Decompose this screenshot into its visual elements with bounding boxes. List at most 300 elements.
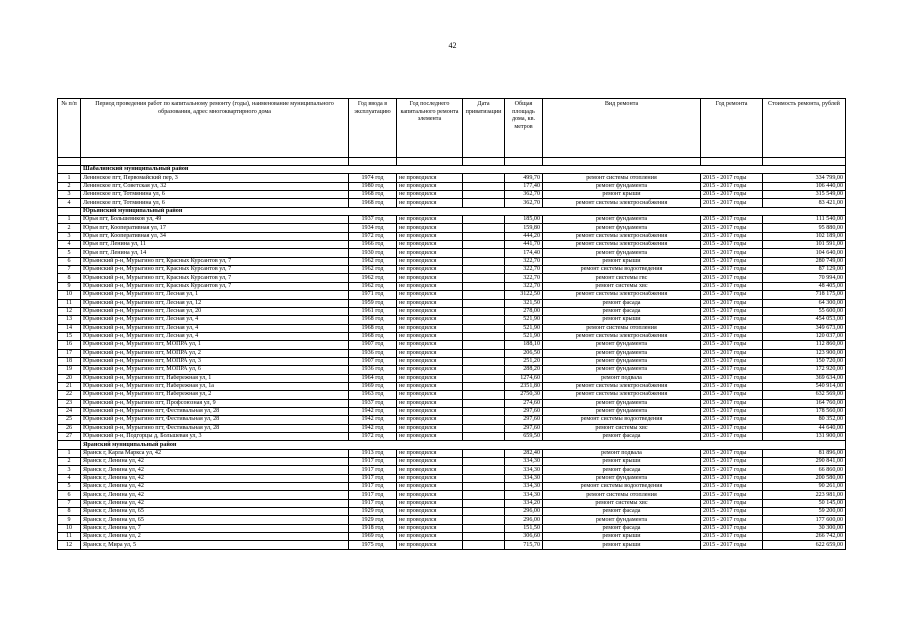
- repair-year: 2015 - 2017 годы: [701, 249, 763, 257]
- privatization-date: [463, 266, 505, 274]
- privatization-date: [463, 332, 505, 340]
- cost: 83 421,00: [763, 199, 846, 207]
- repair-type: ремонт системы электроснабжения: [543, 232, 701, 240]
- row-number: 4: [58, 241, 81, 249]
- cost: 106 440,00: [763, 182, 846, 190]
- table-row: [58, 516, 846, 524]
- repair-year: 2015 - 2017 годы: [701, 382, 763, 390]
- row-number: 8: [58, 274, 81, 282]
- address: Юрьянский р-н, Мурыгино пгт, Набережная ул, 2: [81, 391, 349, 399]
- table-row: [58, 241, 846, 249]
- repair-year: 2015 - 2017 годы: [701, 357, 763, 365]
- cost: 315 549,00: [763, 191, 846, 199]
- row-number: 8: [58, 508, 81, 516]
- cost: 81 896,00: [763, 449, 846, 457]
- table-row: [58, 224, 846, 232]
- address: Юрьянский р-н, Мурыгино пгт, МОПРА ул, 6: [81, 366, 349, 374]
- table-row: [58, 174, 846, 182]
- last-repair: не проводился: [397, 424, 463, 432]
- year-built: 1929 год: [349, 508, 397, 516]
- cost: 223 981,00: [763, 491, 846, 499]
- repair-type: ремонт крыши: [543, 533, 701, 541]
- last-repair: не проводился: [397, 458, 463, 466]
- repair-year: 2015 - 2017 годы: [701, 324, 763, 332]
- area: 2351,80: [505, 382, 543, 390]
- area: 334,30: [505, 491, 543, 499]
- year-built: 1917 год: [349, 458, 397, 466]
- area: 362,70: [505, 199, 543, 207]
- repair-year: 2015 - 2017 годы: [701, 449, 763, 457]
- repair-type: ремонт системы водоотведения: [543, 266, 701, 274]
- privatization-date: [463, 274, 505, 282]
- cost: 44 640,00: [763, 424, 846, 432]
- table-row: [58, 191, 846, 199]
- area: 188,10: [505, 341, 543, 349]
- table-row: [58, 299, 846, 307]
- cost: 540 914,00: [763, 382, 846, 390]
- cost: 290 841,00: [763, 458, 846, 466]
- spacer-cell: [463, 158, 505, 166]
- repair-type: ремонт фасада: [543, 508, 701, 516]
- row-number: 3: [58, 232, 81, 240]
- row-number: 11: [58, 533, 81, 541]
- row-number: 13: [58, 316, 81, 324]
- privatization-date: [463, 182, 505, 190]
- area: 288,20: [505, 366, 543, 374]
- header-privatization: Дата приватизации: [463, 99, 505, 158]
- repair-year: 2015 - 2017 годы: [701, 508, 763, 516]
- last-repair: не проводился: [397, 182, 463, 190]
- repair-type: ремонт фундамента: [543, 349, 701, 357]
- row-number: 19: [58, 366, 81, 374]
- privatization-date: [463, 424, 505, 432]
- row-number: 9: [58, 282, 81, 290]
- table-row: [58, 307, 846, 315]
- repair-type: ремонт системы гвс: [543, 274, 701, 282]
- table-row: [58, 524, 846, 532]
- repair-type: ремонт системы отопления: [543, 491, 701, 499]
- year-built: 1942 год: [349, 416, 397, 424]
- privatization-date: [463, 174, 505, 182]
- area: 362,70: [505, 191, 543, 199]
- table-row: [58, 399, 846, 407]
- cost: 718 175,00: [763, 291, 846, 299]
- address: Яранск г, Ленина ул, 42: [81, 491, 349, 499]
- header-cost: Стоимость ремонта, рублей: [763, 99, 846, 158]
- cost: 120 037,00: [763, 332, 846, 340]
- spacer-row: [58, 158, 846, 166]
- year-built: 1917 год: [349, 466, 397, 474]
- last-repair: не проводился: [397, 474, 463, 482]
- address: Юрьянский р-н, Мурыгино пгт, Лесная ул, 4: [81, 316, 349, 324]
- repair-year: 2015 - 2017 годы: [701, 274, 763, 282]
- area: 521,90: [505, 316, 543, 324]
- cost: 102 189,00: [763, 232, 846, 240]
- privatization-date: [463, 458, 505, 466]
- repair-type: ремонт фундамента: [543, 224, 701, 232]
- privatization-date: [463, 407, 505, 415]
- cost: 123 900,00: [763, 349, 846, 357]
- last-repair: не проводился: [397, 382, 463, 390]
- repair-type: ремонт фундамента: [543, 182, 701, 190]
- section-row: [58, 166, 846, 174]
- table-row: [58, 382, 846, 390]
- address: Юрья пгт, Ленина ул, 11: [81, 241, 349, 249]
- repair-type: ремонт системы электроснабжения: [543, 382, 701, 390]
- address: Яранск г, Карла Маркса ул, 42: [81, 449, 349, 457]
- privatization-date: [463, 307, 505, 315]
- row-number: 2: [58, 458, 81, 466]
- cost: 200 580,00: [763, 474, 846, 482]
- address: Юрьянский р-н, Мурыгино пгт, Лесная ул, 12: [81, 299, 349, 307]
- repair-year: 2015 - 2017 годы: [701, 332, 763, 340]
- page-number: 42: [448, 41, 457, 50]
- spacer-cell: [701, 158, 763, 166]
- area: 296,00: [505, 516, 543, 524]
- year-built: 1934 год: [349, 224, 397, 232]
- year-built: 1917 год: [349, 491, 397, 499]
- year-built: 1930 год: [349, 249, 397, 257]
- table-row: [58, 533, 846, 541]
- year-built: 1959 год: [349, 299, 397, 307]
- row-number: 7: [58, 499, 81, 507]
- address: Яранск г, Мира ул, 5: [81, 541, 349, 549]
- row-number: 15: [58, 332, 81, 340]
- row-number: 3: [58, 191, 81, 199]
- repair-year: 2015 - 2017 годы: [701, 349, 763, 357]
- address: Юрьянский р-н, Мурыгино пгт, Лесная ул, 1: [81, 291, 349, 299]
- row-number: 4: [58, 199, 81, 207]
- repair-type: ремонт фундамента: [543, 249, 701, 257]
- privatization-date: [463, 399, 505, 407]
- cost: 101 591,00: [763, 241, 846, 249]
- year-built: 1962 год: [349, 257, 397, 265]
- section-title: Юрьянский муниципальный район: [81, 207, 846, 215]
- capital-repair-table: [57, 98, 846, 550]
- repair-type: ремонт системы водоотведения: [543, 483, 701, 491]
- repair-type: ремонт системы электроснабжения: [543, 241, 701, 249]
- row-number: 9: [58, 516, 81, 524]
- last-repair: не проводился: [397, 299, 463, 307]
- cost: 632 569,00: [763, 391, 846, 399]
- repair-year: 2015 - 2017 годы: [701, 191, 763, 199]
- repair-year: 2015 - 2017 годы: [701, 257, 763, 265]
- area: 521,90: [505, 332, 543, 340]
- privatization-date: [463, 533, 505, 541]
- last-repair: не проводился: [397, 291, 463, 299]
- privatization-date: [463, 216, 505, 224]
- last-repair: не проводился: [397, 357, 463, 365]
- table-row: [58, 232, 846, 240]
- year-built: 1907 год: [349, 357, 397, 365]
- area: 282,40: [505, 449, 543, 457]
- table-row: [58, 216, 846, 224]
- repair-year: 2015 - 2017 годы: [701, 524, 763, 532]
- repair-year: 2015 - 2017 годы: [701, 374, 763, 382]
- last-repair: не проводился: [397, 282, 463, 290]
- table-row: [58, 449, 846, 457]
- area: 3122,50: [505, 291, 543, 299]
- row-number: 2: [58, 182, 81, 190]
- repair-type: ремонт фундамента: [543, 366, 701, 374]
- repair-type: ремонт фундамента: [543, 216, 701, 224]
- privatization-date: [463, 232, 505, 240]
- cost: 454 053,00: [763, 316, 846, 324]
- cost: 30 300,00: [763, 524, 846, 532]
- repair-year: 2015 - 2017 годы: [701, 366, 763, 374]
- spacer-cell: [543, 158, 701, 166]
- table-row: [58, 357, 846, 365]
- last-repair: не проводился: [397, 374, 463, 382]
- address: Ленинское пгт, Советская ул, 32: [81, 182, 349, 190]
- last-repair: не проводился: [397, 366, 463, 374]
- section-num-cell: [58, 441, 81, 449]
- cost: 48 405,00: [763, 282, 846, 290]
- cost: 111 540,00: [763, 216, 846, 224]
- cost: 622 659,00: [763, 541, 846, 549]
- repair-type: ремонт подвала: [543, 449, 701, 457]
- last-repair: не проводился: [397, 466, 463, 474]
- row-number: 3: [58, 466, 81, 474]
- table-row: [58, 474, 846, 482]
- last-repair: не проводился: [397, 232, 463, 240]
- repair-type: ремонт системы электроснабжения: [543, 199, 701, 207]
- area: 185,00: [505, 216, 543, 224]
- address: Юрьянский р-н, Мурыгино пгт, Фестивальная ул, 28: [81, 416, 349, 424]
- area: 278,00: [505, 307, 543, 315]
- address: Юрьянский р-н, Мурыгино пгт, МОПРА ул, 2: [81, 349, 349, 357]
- area: 321,50: [505, 299, 543, 307]
- privatization-date: [463, 357, 505, 365]
- repair-type: ремонт системы хвс: [543, 499, 701, 507]
- table-row: [58, 508, 846, 516]
- last-repair: не проводился: [397, 332, 463, 340]
- address: Яранск г, Ленина ул, 42: [81, 458, 349, 466]
- repair-year: 2015 - 2017 годы: [701, 216, 763, 224]
- row-number: 4: [58, 474, 81, 482]
- repair-type: ремонт фундамента: [543, 399, 701, 407]
- year-built: 1917 год: [349, 474, 397, 482]
- address: Юрьянский р-н, Мурыгино пгт, Красных Курсантов ул, 7: [81, 266, 349, 274]
- table-row: [58, 274, 846, 282]
- year-built: 1918 год: [349, 524, 397, 532]
- privatization-date: [463, 324, 505, 332]
- year-built: 1968 год: [349, 199, 397, 207]
- cost: 177 600,00: [763, 516, 846, 524]
- header-row: [58, 99, 846, 158]
- repair-type: ремонт крыши: [543, 257, 701, 265]
- section-num-cell: [58, 166, 81, 174]
- repair-type: ремонт фундамента: [543, 407, 701, 415]
- address: Ленинское пгт, Тотмянина ул, 6: [81, 191, 349, 199]
- area: 521,90: [505, 324, 543, 332]
- address: Юрьянский р-н, Мурыгино пгт, Красных Курсантов ул, 7: [81, 282, 349, 290]
- area: 322,70: [505, 282, 543, 290]
- row-number: 25: [58, 416, 81, 424]
- area: 322,70: [505, 257, 543, 265]
- year-built: 1962 год: [349, 266, 397, 274]
- header-period: Период проведения работ по капитальному ремонту (годы), наименование муниципального образования, адрес многоквартирного дома: [81, 99, 349, 158]
- table-row: [58, 182, 846, 190]
- table-row: [58, 416, 846, 424]
- repair-type: ремонт крыши: [543, 316, 701, 324]
- spacer-cell: [58, 158, 81, 166]
- last-repair: не проводился: [397, 449, 463, 457]
- table-row: [58, 541, 846, 549]
- cost: 66 860,00: [763, 466, 846, 474]
- header-repair-type: Вид ремонта: [543, 99, 701, 158]
- last-repair: не проводился: [397, 174, 463, 182]
- cost: 172 920,00: [763, 366, 846, 374]
- last-repair: не проводился: [397, 241, 463, 249]
- row-number: 5: [58, 249, 81, 257]
- area: 2750,30: [505, 391, 543, 399]
- row-number: 12: [58, 307, 81, 315]
- table-row: [58, 366, 846, 374]
- repair-year: 2015 - 2017 годы: [701, 466, 763, 474]
- table-row: [58, 341, 846, 349]
- year-built: 1968 год: [349, 332, 397, 340]
- repair-type: ремонт крыши: [543, 541, 701, 549]
- address: Юрьянский р-н, Мурыгино пгт, Профсоюзная ул, 9: [81, 399, 349, 407]
- last-repair: не проводился: [397, 274, 463, 282]
- privatization-date: [463, 391, 505, 399]
- address: Яранск г, Ленина ул, 2: [81, 533, 349, 541]
- repair-year: 2015 - 2017 годы: [701, 232, 763, 240]
- repair-type: ремонт фундамента: [543, 516, 701, 524]
- area: 206,50: [505, 349, 543, 357]
- spacer-cell: [397, 158, 463, 166]
- privatization-date: [463, 483, 505, 491]
- year-built: 1917 год: [349, 483, 397, 491]
- table-row: [58, 391, 846, 399]
- area: 499,70: [505, 174, 543, 182]
- privatization-date: [463, 282, 505, 290]
- repair-year: 2015 - 2017 годы: [701, 491, 763, 499]
- year-built: 1968 год: [349, 191, 397, 199]
- area: 1274,60: [505, 374, 543, 382]
- area: 251,20: [505, 357, 543, 365]
- section-row: [58, 441, 846, 449]
- privatization-date: [463, 449, 505, 457]
- cost: 50 145,00: [763, 499, 846, 507]
- address: Яранск г, Ленина ул, 65: [81, 508, 349, 516]
- privatization-date: [463, 524, 505, 532]
- last-repair: не проводился: [397, 324, 463, 332]
- repair-type: ремонт системы водоотведения: [543, 416, 701, 424]
- cost: 70 994,00: [763, 274, 846, 282]
- cost: 104 640,00: [763, 249, 846, 257]
- year-built: 1972 год: [349, 232, 397, 240]
- area: 296,00: [505, 508, 543, 516]
- row-number: 24: [58, 407, 81, 415]
- privatization-date: [463, 349, 505, 357]
- year-built: 1961 год: [349, 307, 397, 315]
- spacer-cell: [349, 158, 397, 166]
- header-num: № п/п: [58, 99, 81, 158]
- year-built: 1937 год: [349, 399, 397, 407]
- cost: 334 799,00: [763, 174, 846, 182]
- section-row: [58, 207, 846, 215]
- address: Ленинское пгт, Первомайский пер, 3: [81, 174, 349, 182]
- address: Юрьянский р-н, Мурыгино пгт, Фестивальная ул, 28: [81, 407, 349, 415]
- repair-year: 2015 - 2017 годы: [701, 299, 763, 307]
- cost: 59 200,00: [763, 508, 846, 516]
- row-number: 21: [58, 382, 81, 390]
- cost: 64 300,00: [763, 299, 846, 307]
- table-row: [58, 324, 846, 332]
- repair-type: ремонт системы хвс: [543, 282, 701, 290]
- last-repair: не проводился: [397, 191, 463, 199]
- repair-year: 2015 - 2017 годы: [701, 341, 763, 349]
- last-repair: не проводился: [397, 391, 463, 399]
- address: Юрья пгт, Кооперативная ул, 34: [81, 232, 349, 240]
- repair-year: 2015 - 2017 годы: [701, 407, 763, 415]
- area: 274,60: [505, 399, 543, 407]
- area: 334,20: [505, 499, 543, 507]
- section-title: Яранский муниципальный район: [81, 441, 846, 449]
- cost: 80 352,00: [763, 416, 846, 424]
- address: Юрьянский р-н, Мурыгино пгт, Красных Курсантов ул, 7: [81, 274, 349, 282]
- row-number: 18: [58, 357, 81, 365]
- address: Юрьянский р-н, Мурыгино пгт, Лесная ул, 4: [81, 324, 349, 332]
- repair-year: 2015 - 2017 годы: [701, 391, 763, 399]
- year-built: 1968 год: [349, 324, 397, 332]
- repair-type: ремонт фасада: [543, 307, 701, 315]
- table-row: [58, 282, 846, 290]
- address: Юрьянский р-н, Мурыгино пгт, Красных Курсантов ул, 7: [81, 257, 349, 265]
- table-row: [58, 424, 846, 432]
- area: 297,60: [505, 407, 543, 415]
- privatization-date: [463, 191, 505, 199]
- repair-year: 2015 - 2017 годы: [701, 416, 763, 424]
- year-built: 1966 год: [349, 241, 397, 249]
- repair-type: ремонт крыши: [543, 191, 701, 199]
- table-row: [58, 458, 846, 466]
- address: Юрьянский р-н, Мурыгино пгт, Набережная ул, 1а: [81, 382, 349, 390]
- repair-type: ремонт фасада: [543, 524, 701, 532]
- row-number: 16: [58, 341, 81, 349]
- repair-type: ремонт системы электроснабжения: [543, 391, 701, 399]
- area: 715,70: [505, 541, 543, 549]
- row-number: 6: [58, 491, 81, 499]
- table-body: [58, 158, 846, 550]
- address: Юрья пгт, Кооперативная ул, 17: [81, 224, 349, 232]
- last-repair: не проводился: [397, 433, 463, 441]
- address: Юрья пгт, Ленина ул, 14: [81, 249, 349, 257]
- privatization-date: [463, 316, 505, 324]
- address: Юрьянский р-н, Мурыгино пгт, Лесная ул, 4: [81, 332, 349, 340]
- year-built: 1962 год: [349, 274, 397, 282]
- privatization-date: [463, 241, 505, 249]
- address: Юрьянский р-н, Мурыгино пгт, Лесная ул, 20: [81, 307, 349, 315]
- cost: 266 742,00: [763, 533, 846, 541]
- year-built: 1942 год: [349, 424, 397, 432]
- repair-type: ремонт фасада: [543, 299, 701, 307]
- area: 322,70: [505, 274, 543, 282]
- section-num-cell: [58, 207, 81, 215]
- year-built: 1968 год: [349, 316, 397, 324]
- repair-year: 2015 - 2017 годы: [701, 199, 763, 207]
- table-row: [58, 499, 846, 507]
- cost: 131 900,00: [763, 433, 846, 441]
- table-row: [58, 257, 846, 265]
- repair-year: 2015 - 2017 годы: [701, 474, 763, 482]
- year-built: 1971 год: [349, 291, 397, 299]
- repair-year: 2015 - 2017 годы: [701, 424, 763, 432]
- privatization-date: [463, 491, 505, 499]
- table-row: [58, 483, 846, 491]
